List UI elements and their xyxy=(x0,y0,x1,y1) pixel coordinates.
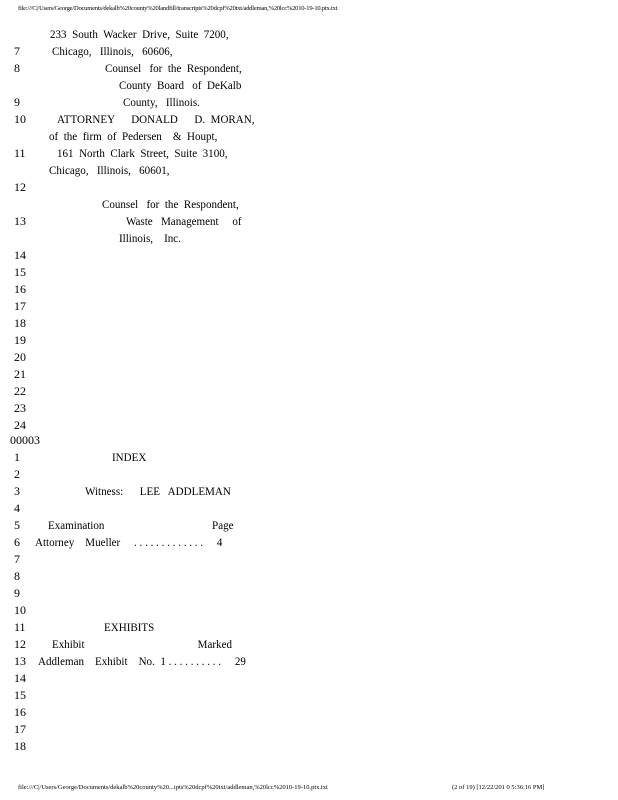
line-number: 4 xyxy=(14,501,20,515)
line-number: 11 xyxy=(14,146,26,160)
line-number: 15 xyxy=(14,265,26,279)
transcript-line: Counsel for the Respondent, xyxy=(102,197,239,211)
line-number: 22 xyxy=(14,384,26,398)
transcript-line: Chicago, Illinois, 60606, xyxy=(52,44,173,58)
line-number: 14 xyxy=(14,671,26,685)
transcript-line: ATTORNEY DONALD D. MORAN, xyxy=(57,112,255,126)
transcript-line: Waste Management of xyxy=(126,214,242,228)
line-number: 7 xyxy=(14,44,20,58)
transcript-line: of the firm of Pedersen & Houpt, xyxy=(49,129,218,143)
transcript-line: Addleman Exhibit No. 1 . . . . . . . . . . 29 xyxy=(38,654,246,668)
line-number: 15 xyxy=(14,688,26,702)
transcript-line: 233 South Wacker Drive, Suite 7200, xyxy=(50,27,229,41)
line-number: 2 xyxy=(14,467,20,481)
line-number: 9 xyxy=(14,586,20,600)
line-number: 3 xyxy=(14,484,20,498)
line-number: 20 xyxy=(14,350,26,364)
transcript-line: Exhibit Marked xyxy=(52,637,233,651)
transcript-line: Witness: LEE ADDLEMAN xyxy=(85,484,231,498)
transcript-line: 161 North Clark Street, Suite 3100, xyxy=(57,146,228,160)
line-number: 9 xyxy=(14,95,20,109)
transcript-line: Illinois, Inc. xyxy=(119,231,181,245)
line-number: 10 xyxy=(14,112,26,126)
line-number: 19 xyxy=(14,333,26,347)
line-number: 21 xyxy=(14,367,26,381)
line-number: 16 xyxy=(14,282,26,296)
transcript-line: County, Illinois. xyxy=(123,95,200,109)
line-number: 24 xyxy=(14,418,26,432)
page-info-footer: (2 of 19) [12/22/201 0 5:36:16 PM] xyxy=(452,784,545,791)
line-number: 16 xyxy=(14,705,26,719)
line-number: 18 xyxy=(14,316,26,330)
transcript-line: Attorney Mueller . . . . . . . . . . . . . 4 xyxy=(35,535,223,549)
transcript-line: County Board of DeKalb xyxy=(119,78,242,92)
line-number: 12 xyxy=(14,637,26,651)
line-number: 5 xyxy=(14,518,20,532)
transcript-line: INDEX xyxy=(112,450,147,464)
line-number: 6 xyxy=(14,535,20,549)
line-number: 17 xyxy=(14,722,26,736)
line-number: 13 xyxy=(14,654,26,668)
line-number: 14 xyxy=(14,248,26,262)
line-number: 18 xyxy=(14,739,26,753)
line-number: 7 xyxy=(14,552,20,566)
transcript-line: Counsel for the Respondent, xyxy=(105,61,242,75)
line-number: 8 xyxy=(14,61,20,75)
line-number: 13 xyxy=(14,214,26,228)
line-number: 12 xyxy=(14,180,26,194)
file-path-header: file:///C|/Users/George/Documents/dekalb%20county%20landfill/transcripts%20dcpf%20txt/addleman,%20lcc%2010-19-10.ptx.txt xyxy=(18,5,338,12)
line-number: 11 xyxy=(14,620,26,634)
transcript-line: Examination Page xyxy=(48,518,234,532)
line-number: 8 xyxy=(14,569,20,583)
line-number: 1 xyxy=(14,450,20,464)
line-number: 10 xyxy=(14,603,26,617)
file-path-footer: file:///C|/Users/George/Documents/dekalb%20county%20...ipts%20dcpf%20txt/addleman,%20lcc%2010-19-10.ptx.txt xyxy=(18,784,328,791)
transcript-line: Chicago, Illinois, 60601, xyxy=(49,163,170,177)
line-number: 23 xyxy=(14,401,26,415)
transcript-line: EXHIBITS xyxy=(104,620,155,634)
line-number: 00003 xyxy=(10,433,40,447)
line-number: 17 xyxy=(14,299,26,313)
